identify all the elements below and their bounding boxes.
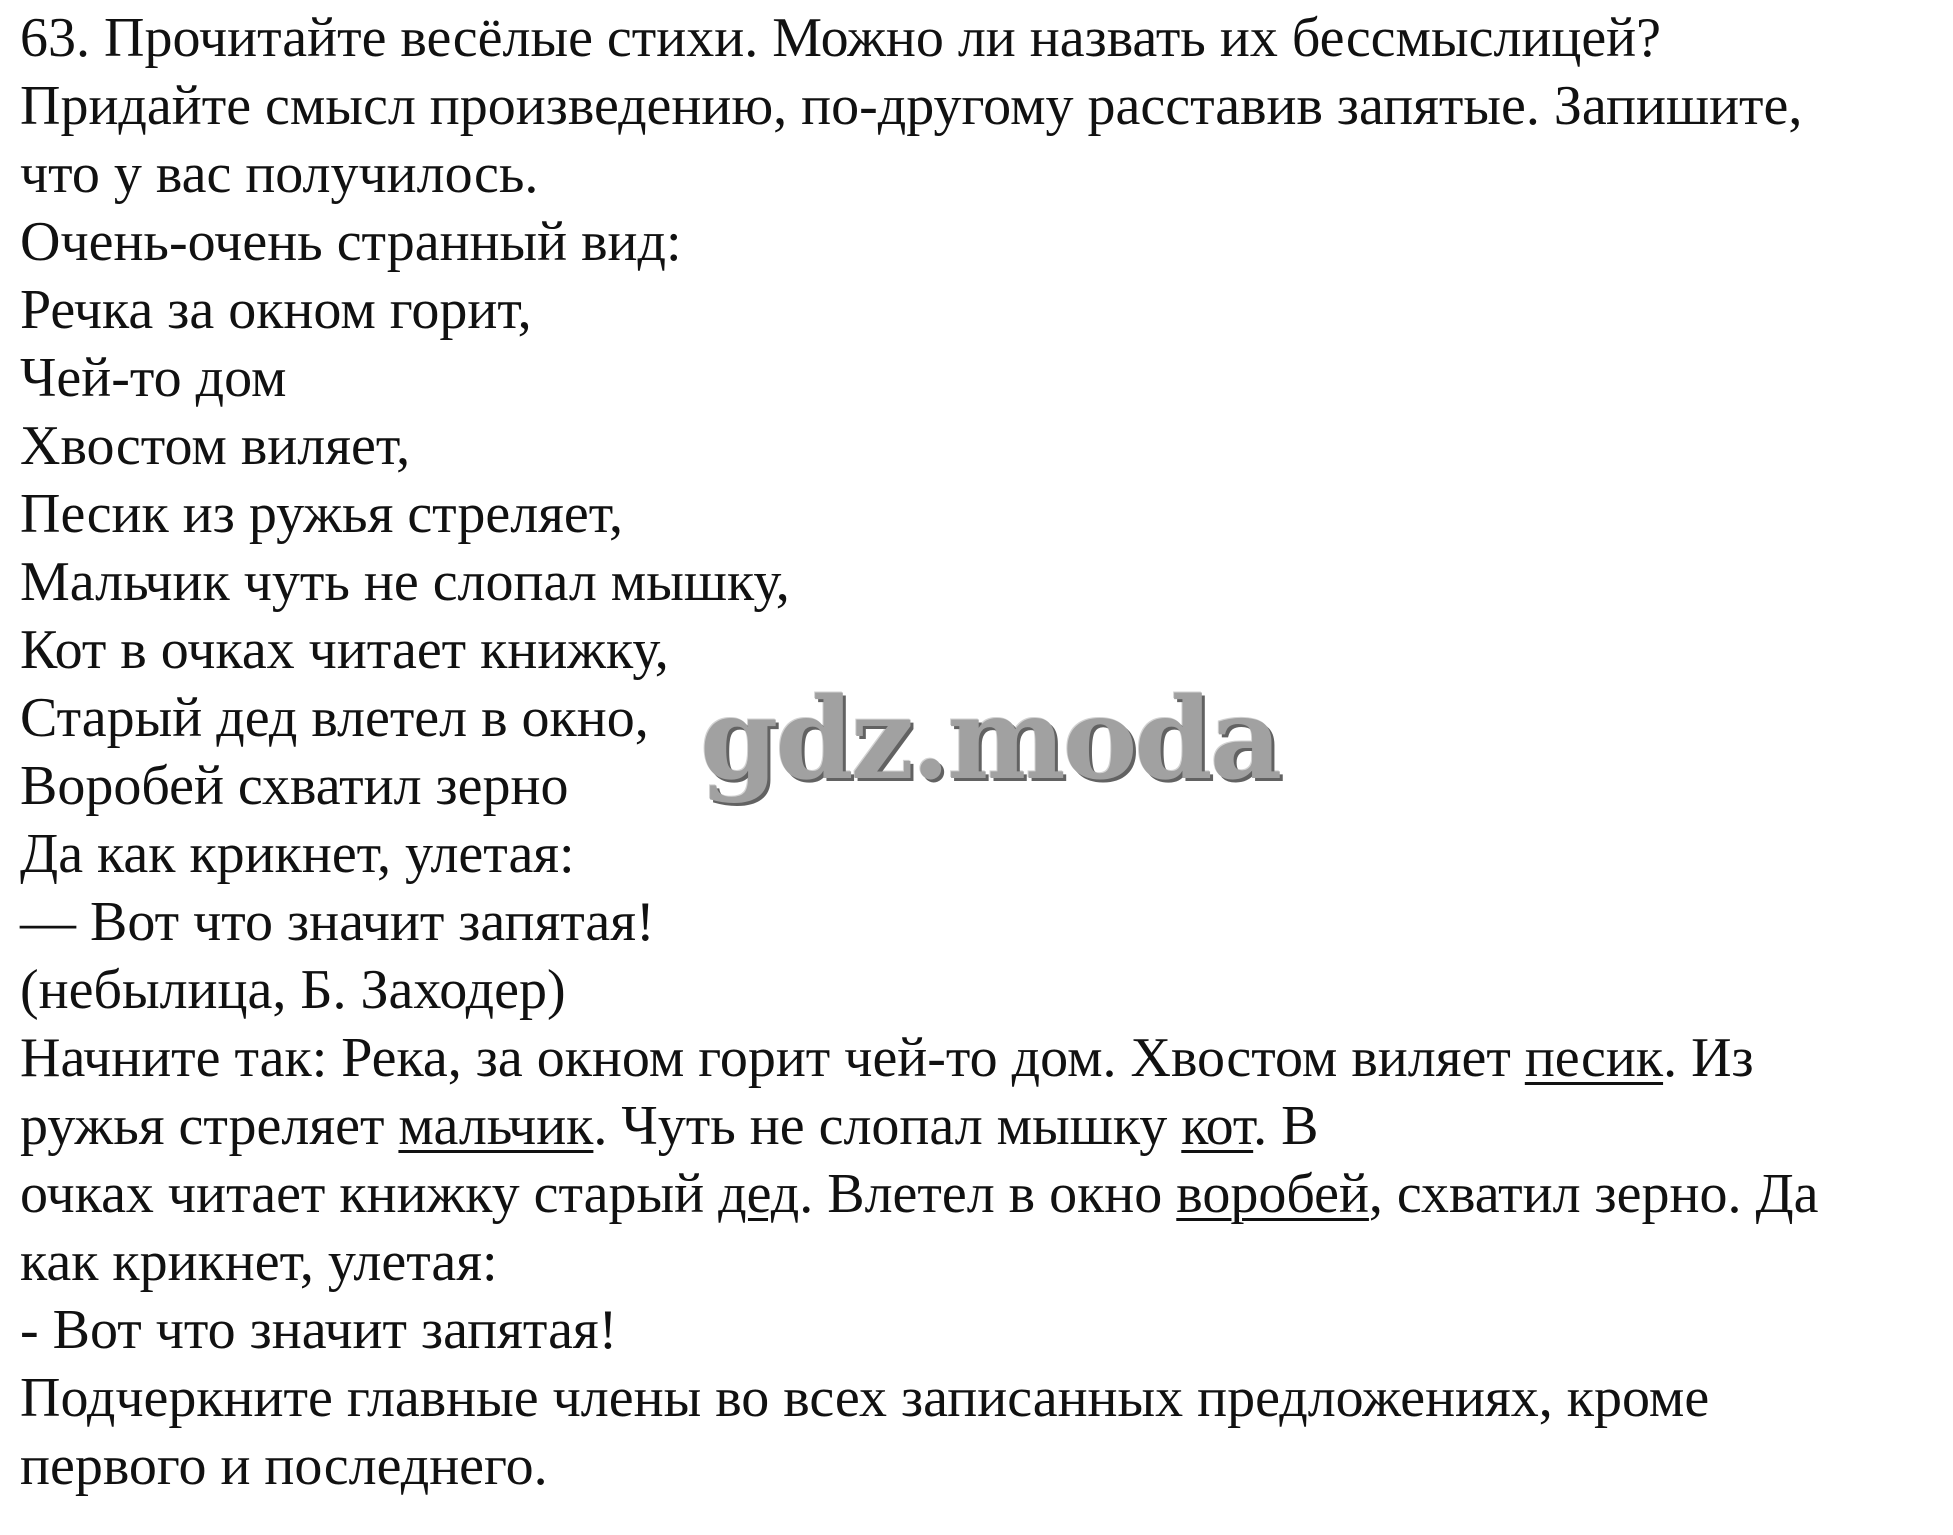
exercise-instruction-line: что у вас получилось. (20, 143, 539, 205)
underlined-subject: кот (1181, 1095, 1254, 1157)
poem-line: — Вот что значит запятая! (20, 891, 655, 953)
poem-attribution: (небылица, Б. Заходер) (20, 959, 566, 1021)
poem-line: Песик из ружья стреляет, (20, 483, 624, 545)
poem-line: Речка за окном горит, (20, 279, 532, 341)
underlined-subject: воробей (1176, 1163, 1369, 1225)
exercise-heading: 63. Прочитайте весёлые стихи. Можно ли назвать их бессмыслицей? (20, 7, 1662, 69)
poem-line: Кот в очках читает книжку, (20, 619, 669, 681)
answer-text: очках читает книжку старый (20, 1163, 719, 1225)
answer-text: . В (1253, 1095, 1319, 1157)
task-line: Подчеркните главные члены во всех записанных предложениях, кроме (20, 1367, 1710, 1429)
answer-text: ружья стреляет (20, 1095, 399, 1157)
underlined-subject: дед (718, 1163, 800, 1225)
task-line: первого и последнего. (20, 1435, 548, 1497)
underlined-subject: мальчик (398, 1095, 594, 1157)
underlined-subject: песик (1524, 1027, 1664, 1089)
answer-text: Начните так: Река, за окном горит чей-то дом. Хвостом виляет (20, 1027, 1525, 1089)
poem-line: Хвостом виляет, (20, 415, 411, 477)
poem-line: Старый дед влетел в окно, (20, 687, 649, 749)
exercise-instruction-line: Придайте смысл произведению, по-другому расставив запятые. Запишите, (20, 75, 1803, 137)
watermark-logo: gdz.moda (700, 674, 1280, 805)
answer-text: . Влетел в окно (799, 1163, 1177, 1225)
answer-text: . Из (1663, 1027, 1754, 1089)
poem-line: Мальчик чуть не слопал мышку, (20, 551, 790, 613)
poem-line: Очень-очень странный вид: (20, 211, 682, 273)
answer-text: , схватил зерно. Да (1368, 1163, 1819, 1225)
poem-line: Чей-то дом (20, 347, 287, 409)
answer-line (20, 1025, 1754, 1091)
answer-line (20, 1093, 1319, 1159)
poem-line: Да как крикнет, улетая: (20, 823, 575, 885)
answer-line (20, 1161, 1819, 1227)
poem-line: Воробей схватил зерно (20, 755, 569, 817)
answer-text: . Чуть не слопал мышку (593, 1095, 1182, 1157)
answer-line: как крикнет, улетая: (20, 1231, 498, 1293)
answer-line: - Вот что значит запятая! (20, 1299, 618, 1361)
